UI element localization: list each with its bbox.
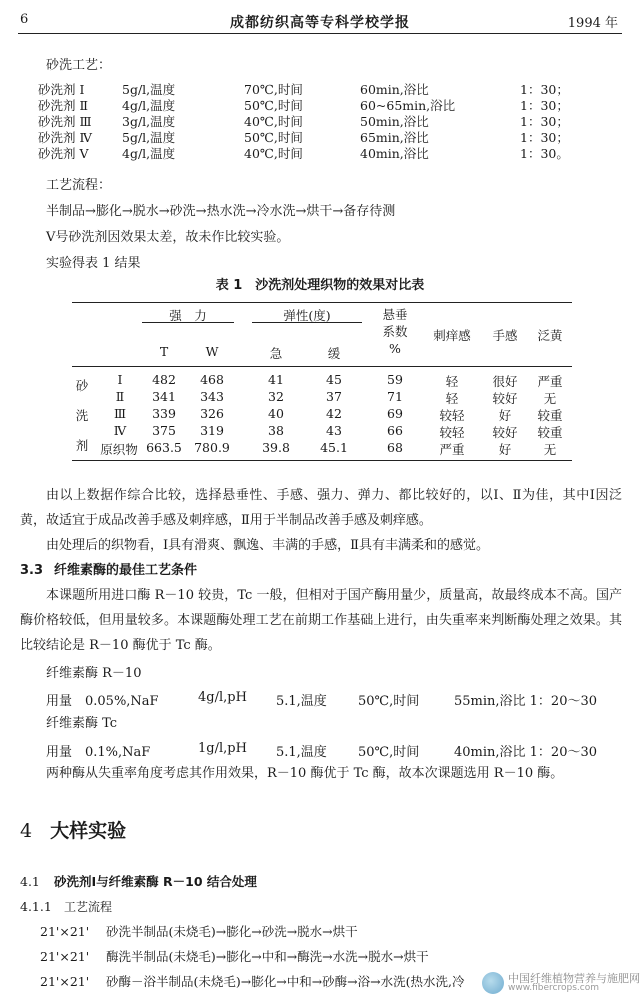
section-4-1-1-heading	[20, 898, 112, 915]
paragraph-comparison: 由以上数据作综合比较，选择悬垂性、手感、强力、弹力、都比较好的，以Ⅰ、Ⅱ为佳，其中Ⅰ因泛黄，故适宜于成品改善手感及刺痒感，Ⅱ用于半制品改善手感及刺痒感。	[20, 488, 622, 528]
formula-row: 砂洗剂 Ⅲ 3g/l,温度 40℃,时间 50min,浴比 1：30；	[38, 114, 569, 129]
enzyme-r10-label: 纤维素酶 R－10	[46, 666, 142, 681]
section-3-3-heading	[20, 563, 197, 579]
side-label: 砂	[75, 378, 89, 393]
header-strength: 强 力	[169, 308, 207, 323]
paragraph-enzyme: 本课题所用进口酶 R－10 较贵，Tc 一般，但相对于国产酶用量少，质量高，故最终成本不高。国产酶价格较低，但用量较多。本课题酶处理工艺在前期工作基础上进行，由失重率来判断酶处理之效果。其比较结论是 R－10 酶优于 Tc 酶。	[20, 588, 622, 653]
header-fast: 急	[269, 346, 283, 361]
watermark-site-name: 中国纤维植物营养与施肥网	[508, 972, 640, 985]
side-label: 剂	[75, 438, 89, 453]
sand-process-heading: 砂洗工艺：	[46, 58, 112, 73]
process-flow: 半制品→膨化→脱水→砂洗→热水洗→冷水洗→烘干→备存待测	[46, 204, 396, 219]
formula-row: 砂洗剂 Ⅰ 5g/l,温度 70℃,时间 60min,浴比 1：30；	[38, 82, 569, 97]
header-T: T	[159, 344, 169, 359]
section-4-heading	[20, 816, 126, 843]
paragraph-conclusion: 两种酶从失重率角度考虑其作用效果，R－10 酶优于 Tc 酶，故本次课题选用 R－10 酶。	[46, 766, 564, 781]
section-title: 砂洗剂Ⅰ与纤维素酶 R－10 结合处理	[54, 874, 257, 889]
table-bottom-rule	[72, 460, 572, 461]
table-caption: 表 1 沙洗剂处理织物的效果对比表	[215, 278, 425, 293]
header-itch: 刺痒感	[433, 328, 471, 343]
process-row: 21'×21' 砂洗半制品(未烧毛)→膨化→砂洗→脱水→烘干	[40, 924, 358, 939]
formula-row: 砂洗剂 Ⅳ 5g/l,温度 50℃,时间 65min,浴比 1：30；	[38, 130, 569, 145]
process-row: 21'×21' 砂酶－浴半制品(未烧毛)→膨化→中和→砂酶→浴→水洗(热水洗,冷	[40, 974, 465, 989]
section-number: 3.3	[20, 563, 44, 578]
side-label: 洗	[75, 408, 89, 423]
paragraph-hand-feel: 由处理后的织物看，Ⅰ具有滑爽、飘逸、丰满的手感，Ⅱ具有丰满柔和的感觉。	[46, 538, 489, 553]
section-title: 大样实验	[50, 820, 127, 842]
section-number: 4.1	[20, 874, 40, 889]
table-top-rule	[72, 302, 572, 303]
section-number: 4	[20, 820, 33, 842]
header-W: W	[205, 344, 219, 359]
section-title: 纤维素酶的最佳工艺条件	[54, 563, 198, 578]
formula-row: 砂洗剂 Ⅱ 4g/l,温度 50℃,时间 60~65min,浴比 1：30；	[38, 98, 569, 113]
watermark-url: www.fibercrops.com	[508, 983, 599, 993]
results-table: 强 力 T W 弹性(度) 急 缓 悬垂 系数 % 刺痒感 手感 泛黄 砂 洗 剂 Ⅰ 482 468 41 45 59 轻 很好 严重 Ⅱ 341 343 32 37 71 轻 较好 无 Ⅲ 339 326 40 42 69 较轻 好 较重 Ⅳ 375 319 38 43 66 较轻 较好 较重 原织物 663.5 780.9 39.8 45.1 68 严重 好 无	[72, 302, 572, 462]
page-number: 6	[20, 12, 29, 27]
header-rule	[18, 33, 622, 34]
section-number: 4.1.1	[20, 899, 52, 914]
flow-heading: 工艺流程：	[46, 178, 112, 193]
enzyme-tc-params: 用量 0.1%,NaF 1g/l,pH 5.1,温度 50℃,时间 40min,浴比 1：20～30	[46, 741, 598, 760]
result-intro: 实验得表 1 结果	[46, 256, 141, 271]
section-title: 工艺流程	[64, 900, 113, 914]
header-slow: 缓	[327, 346, 341, 361]
watermark	[482, 970, 640, 996]
header-drape: 悬垂 系数 %	[382, 307, 408, 356]
sand-formula-list	[38, 82, 598, 162]
enzyme-tc-label: 纤维素酶 Tc	[46, 716, 118, 731]
header-hand: 手感	[492, 328, 518, 343]
note-agent-v: Ⅴ号砂洗剂因效果太差，故未作比较实验。	[46, 230, 290, 245]
table-header-rule	[72, 366, 572, 367]
formula-row: 砂洗剂 Ⅴ 4g/l,温度 40℃,时间 40min,浴比 1：30。	[38, 146, 569, 161]
page-header	[0, 12, 640, 34]
header-yellow: 泛黄	[537, 328, 563, 343]
publication-year: 1994 年	[567, 16, 618, 31]
enzyme-r10-params: 用量 0.05%,NaF 4g/l,pH 5.1,温度 50℃,时间 55min,浴比 1：20～30	[46, 690, 598, 709]
section-4-1-heading	[20, 872, 257, 890]
header-elasticity: 弹性(度)	[283, 308, 331, 323]
process-row: 21'×21' 酶洗半制品(未烧毛)→膨化→中和→酶洗→水洗→脱水→烘干	[40, 949, 429, 964]
journal-title: 成都纺织高等专科学校学报	[230, 15, 410, 31]
watermark-logo-icon	[482, 972, 504, 994]
